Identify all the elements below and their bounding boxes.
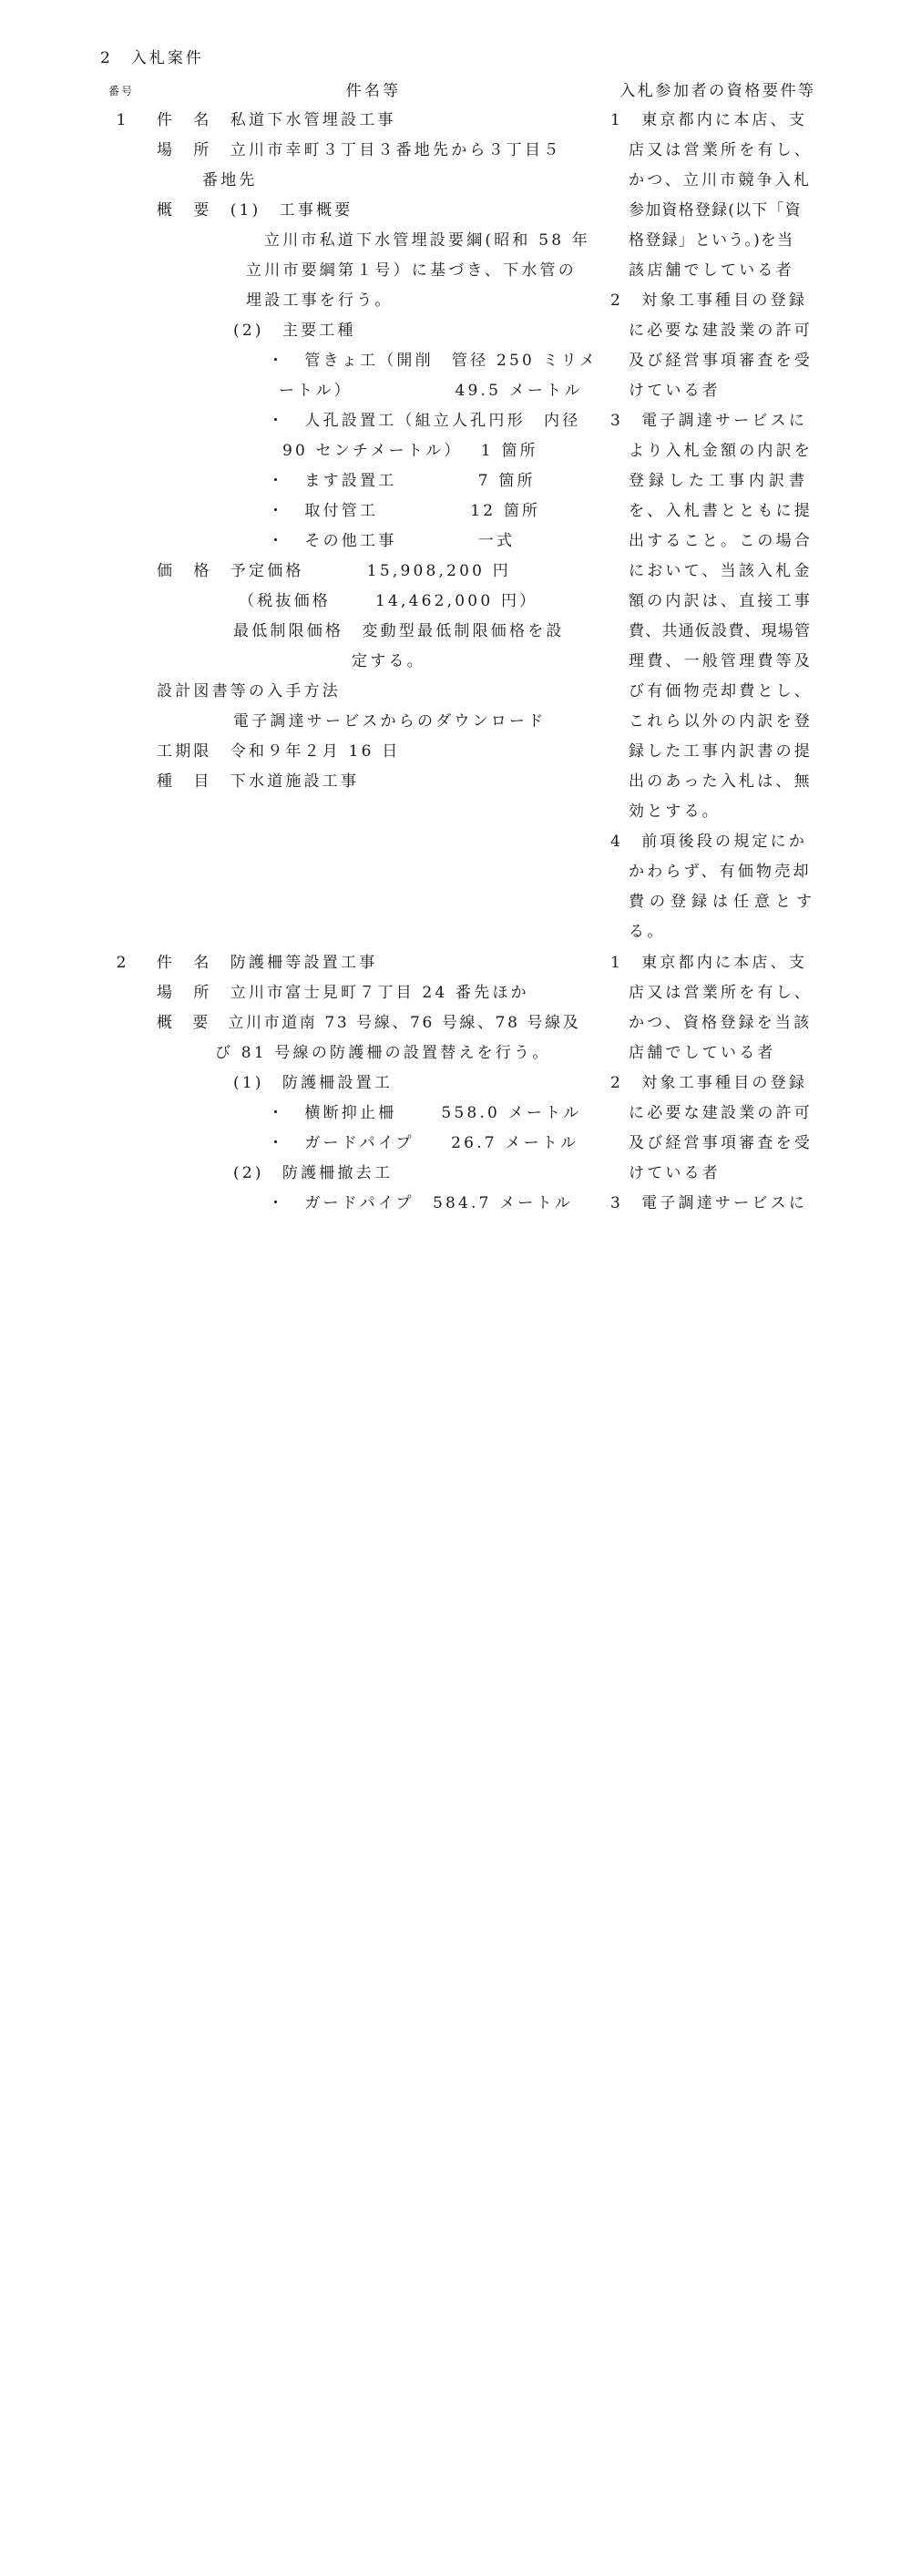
qual-line: 該店舗でしている者 [629, 261, 794, 280]
item-line: ・ その他工事 一式 [268, 532, 516, 550]
item-line: 場 所 立川市富士見町７丁目 24 番先ほか [157, 984, 529, 1002]
table-border-bottom [0, 3, 742, 4]
section-heading: 2 入札案件 [100, 49, 204, 67]
qual-line: これら以外の内訳を登 [629, 712, 813, 731]
item-line: (1) 防護柵設置工 [233, 1074, 394, 1092]
qual-line: 費の登録は任意とす [629, 893, 817, 911]
item-line: 価 格 予定価格 15,908,200 円 [157, 562, 511, 580]
item-line: び 81 号線の防護柵の設置替えを行う。 [215, 1044, 551, 1062]
table-col-divider-2 [0, 2292, 1, 2576]
qual-line: 店又は営業所を有し、 [629, 141, 813, 159]
qual-line: 参加資格登録(以下「資 [629, 201, 802, 220]
item-line: (2) 主要工種 [233, 322, 356, 340]
qual-line: 理費、一般管理費等及 [629, 652, 813, 670]
qual-line: 2 対象工事種目の登録 [610, 1074, 808, 1092]
qual-line: けている者 [629, 382, 721, 400]
item-line: 件 名 私道下水管埋設工事 [157, 111, 396, 129]
qual-line: に必要な建設業の許可 [629, 322, 813, 340]
header-number: 番号 [107, 85, 134, 97]
qual-line: 及び経営事項審査を受 [629, 1134, 813, 1152]
qual-line: 登録した工事内訳書 [629, 472, 809, 490]
qual-line: 及び経営事項審査を受 [629, 352, 813, 370]
item-line: 立川市要綱第１号）に基づき、下水管の [246, 261, 577, 280]
qual-line: 費、共通仮設費、現場管 [629, 622, 812, 640]
qual-line: かつ、立川市競争入札 [629, 171, 813, 189]
qual-line: に必要な建設業の許可 [629, 1104, 813, 1122]
qual-line: 店又は営業所を有し、 [629, 984, 813, 1002]
header-item: 件名等 [345, 82, 402, 100]
item-line: ・ 管きょ工（開削 管径 250 ミリメ [268, 352, 598, 370]
qual-line: より入札金額の内訳を [629, 442, 813, 460]
item-line: 埋設工事を行う。 [246, 291, 394, 310]
qual-line: 2 対象工事種目の登録 [610, 291, 808, 310]
qual-line: 格登録」という。)を当 [629, 231, 794, 250]
qual-line: 出のあった入札は、無 [629, 772, 813, 791]
item-line: 最低制限価格 変動型最低制限価格を設 [233, 622, 565, 640]
item-line: 場 所 立川市幸町３丁目３番地先から３丁目５ [157, 141, 562, 159]
item-line: ・ 人孔設置工（組立人孔円形 内径 [268, 412, 581, 430]
item-line: 設計図書等の入手方法 [157, 682, 341, 700]
item-line: 90 センチメートル） 1 箇所 [282, 442, 538, 460]
item-line: 件 名 防護柵等設置工事 [157, 954, 378, 972]
qual-line: かつ、資格登録を当該 [629, 1014, 813, 1032]
item-line: 定する。 [352, 652, 425, 670]
item-line: 工期限 令和９年２月 16 日 [157, 742, 401, 761]
qual-line: けている者 [629, 1164, 721, 1182]
table-border-left [0, 4, 1, 1148]
table-col-divider-1 [0, 1148, 1, 2292]
item-line: 立川市私道下水管埋設要綱(昭和 58 年 [264, 231, 591, 250]
item-line: （税抜価格 14,462,000 円） [239, 592, 538, 610]
item-line: ートル） 49.5 メートル [279, 382, 583, 400]
row-1-number: 1 [116, 111, 127, 129]
item-line: ・ 取付管工 12 箇所 [268, 502, 541, 520]
qual-line: 効とする。 [629, 802, 721, 821]
item-line: ・ ます設置工 7 箇所 [268, 472, 536, 490]
header-qualification: 入札参加者の資格要件等 [619, 82, 816, 100]
qual-line: において、当該入札金 [629, 562, 813, 580]
item-line: ・ ガードパイプ 584.7 メートル [268, 1194, 574, 1212]
item-line: 概 要 立川市道南 73 号線、76 号線、78 号線及 [157, 1014, 581, 1032]
item-line: 番地先 [202, 171, 258, 189]
qual-line: る。 [629, 923, 666, 941]
item-line: (2) 防護柵撤去工 [233, 1164, 394, 1182]
qual-line: を、入札書とともに提 [629, 502, 813, 520]
qual-line: 1 東京都内に本店、支 [610, 954, 808, 972]
qual-line: 1 東京都内に本店、支 [610, 111, 808, 129]
qual-line: 3 電子調達サービスに [610, 412, 808, 430]
qual-line: かわらず、有価物売却 [629, 863, 812, 881]
item-line: ・ ガードパイプ 26.7 メートル [268, 1134, 579, 1152]
qual-line: 出すること。この場合 [629, 532, 813, 550]
item-line: 概 要 (1) 工事概要 [157, 201, 353, 220]
qual-line: 録した工事内訳書の提 [629, 742, 813, 761]
qual-line: び有価物売却費とし、 [629, 682, 813, 700]
item-line: 種 目 下水道施設工事 [157, 772, 360, 791]
qual-line: 額の内訳は、直接工事 [629, 592, 813, 610]
item-line: 電子調達サービスからのダウンロード [233, 712, 547, 731]
qual-line: 4 前項後段の規定にか [610, 833, 808, 851]
qual-line: 店舗でしている者 [629, 1044, 776, 1062]
item-line: ・ 横断抑止柵 558.0 メートル [268, 1104, 582, 1122]
qual-line: 3 電子調達サービスに [610, 1194, 808, 1212]
row-2-number: 2 [116, 954, 127, 972]
